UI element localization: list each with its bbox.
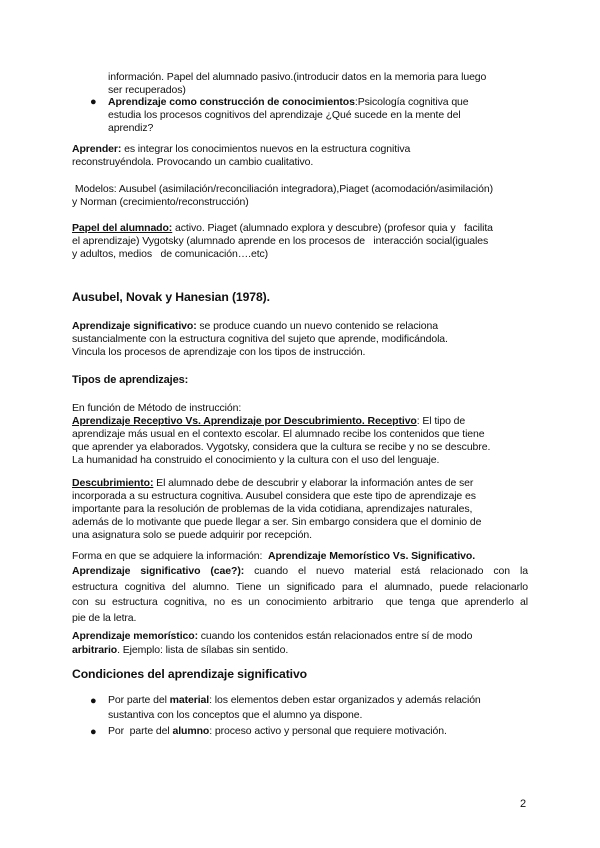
condicion-alumno-pre: Por parte del — [108, 725, 173, 737]
modelos-line-1: Modelos: Ausubel (asimilación/reconciliación integradora),Piaget (acomodación/asimilación) — [72, 183, 494, 195]
aprender-paragraph — [72, 143, 542, 169]
condicion-material-pre: Por parte del — [108, 694, 170, 706]
condicion-material — [108, 693, 548, 723]
condicion-alumno — [108, 724, 548, 739]
sig2-line-2: estructura cognitiva del alumno. Tiene un significado para el alumnado, puede relacionarlo — [72, 580, 528, 593]
significativo-line-3: Vincula los procesos de aprendizaje con los tipos de instrucción. — [72, 346, 366, 358]
modelos-paragraph — [72, 183, 562, 209]
sig2-line-3: con su estructura cognitiva, no es un conocimiento arbitrario que tenga que aprenderlo al — [72, 596, 528, 609]
intro-line-2: ser recuperados) — [108, 84, 186, 96]
descubrimiento-text: El alumnado debe de descubrir y elaborar la información antes de ser — [153, 477, 474, 489]
bullet-dot-icon: ● — [90, 726, 97, 738]
sig2-line-1 — [72, 564, 528, 580]
metodo-line-2: aprendizaje más usual en el contexto escolar. El alumnado recibe los contenidos que tiene — [72, 428, 485, 440]
papel-paragraph — [72, 222, 562, 261]
memoristico-text: cuando los contenidos están relacionados entre sí de modo — [197, 630, 473, 642]
significativo-line-2: sustancialmente con la estructura cognitiva del sujeto que aprende, modificándola. — [72, 333, 448, 345]
metodo-label: Aprendizaje Receptivo Vs. Aprendizaje por Descubrimiento. Receptivo — [72, 415, 417, 427]
intro-line-1: información. Papel del alumnado pasivo.(introducir datos en la memoria para luego — [108, 71, 487, 83]
bullet-construccion-line-3: aprendiz? — [108, 122, 154, 134]
modelos-line-2: y Norman (crecimiento/reconstrucción) — [72, 196, 249, 208]
aprender-label: Aprender: — [72, 143, 122, 155]
tipos-heading: Tipos de aprendizajes: — [72, 374, 189, 386]
descubrimiento-line-5: una asignatura solo se puede adquirir por recepción. — [72, 529, 312, 541]
sig2-paragraph — [72, 564, 528, 626]
memoristico-text-2: . Ejemplo: lista de sílabas sin sentido. — [117, 644, 289, 656]
metodo-intro: En función de Método de instrucción: — [72, 402, 242, 414]
aprender-line-2: reconstruyéndola. Provocando un cambio cualitativo. — [72, 156, 314, 168]
bullet-construccion — [108, 96, 548, 135]
condicion-material-line-2: sustantiva con los conceptos que el alumno ya dispone. — [108, 709, 363, 721]
sig2-text: cuando el nuevo material está relacionado con la — [244, 565, 529, 577]
condiciones-heading: Condiciones del aprendizaje significativo — [72, 667, 307, 681]
bullet-construccion-label: Aprendizaje como construcción de conocimientos — [108, 96, 355, 108]
bullet-dot-icon: ● — [90, 96, 97, 108]
significativo-label: Aprendizaje significativo: — [72, 320, 197, 332]
sig2-line-4: pie de la letra. — [72, 611, 137, 624]
descubrimiento-paragraph — [72, 477, 552, 542]
ausubel-heading: Ausubel, Novak y Hanesian (1978). — [72, 290, 270, 304]
bullet-construccion-line-2: estudia los procesos cognitivos del aprendizaje ¿Qué sucede en la mente del — [108, 109, 461, 121]
papel-text: activo. Piaget (alumnado explora y descubre) (profesor quia y facilita — [172, 222, 493, 234]
metodo-line-3: que aprender ya elaborados. Vygotsky, considera que la cultura se recibe y no se descubre. — [72, 441, 491, 453]
descubrimiento-line-4: además de lo motivante que puede llegar a ser. Sin embargo considera que el dominio de — [72, 516, 482, 528]
condicion-alumno-post: : proceso activo y personal que requiere motivación. — [209, 725, 447, 737]
metodo-paragraph — [72, 415, 552, 467]
bullet-construccion-text: :Psicología cognitiva que — [354, 96, 469, 108]
descubrimiento-label: Descubrimiento: — [72, 477, 154, 489]
forma-line — [72, 550, 552, 563]
bullet-dot-icon: ● — [90, 695, 97, 707]
descubrimiento-line-3: importante para la resolución de problemas de la vida cotidiana, aprendizajes naturales, — [72, 503, 473, 515]
metodo-text: : El tipo de — [416, 415, 466, 427]
intro-continuation — [108, 71, 548, 97]
aprender-text: es integrar los conocimientos nuevos en la estructura cognitiva — [121, 143, 411, 155]
metodo-line-4: La humanidad ha construido el conocimiento y la cultura con el uso del lenguaje. — [72, 454, 440, 466]
condicion-material-bold: material — [169, 694, 210, 706]
descubrimiento-line-2: incorporada a su estructura cognitiva. Ausubel considera que este tipo de aprendizaje es — [72, 490, 476, 502]
forma-label: Aprendizaje Memorístico Vs. Significativo. — [268, 550, 476, 562]
papel-line-2: el aprendizaje) Vygotsky (alumnado aprende en los procesos de interacción social(iguales — [72, 235, 489, 247]
sig2-label: Aprendizaje significativo (cae?): — [72, 565, 245, 577]
memoristico-label-2: arbitrario — [72, 644, 118, 656]
significativo-paragraph — [72, 320, 552, 359]
memoristico-paragraph — [72, 629, 552, 657]
papel-line-3: y adultos, medios de comunicación….etc) — [72, 248, 269, 260]
page-number: 2 — [520, 798, 527, 810]
forma-intro: Forma en que se adquiere la información: — [72, 550, 268, 562]
condicion-material-post: : los elementos deben estar organizados y además relación — [209, 694, 481, 706]
papel-label: Papel del alumnado: — [72, 222, 173, 234]
memoristico-label: Aprendizaje memorístico: — [72, 630, 198, 642]
condicion-alumno-bold: alumno — [172, 725, 210, 737]
significativo-text: se produce cuando un nuevo contenido se relaciona — [196, 320, 438, 332]
